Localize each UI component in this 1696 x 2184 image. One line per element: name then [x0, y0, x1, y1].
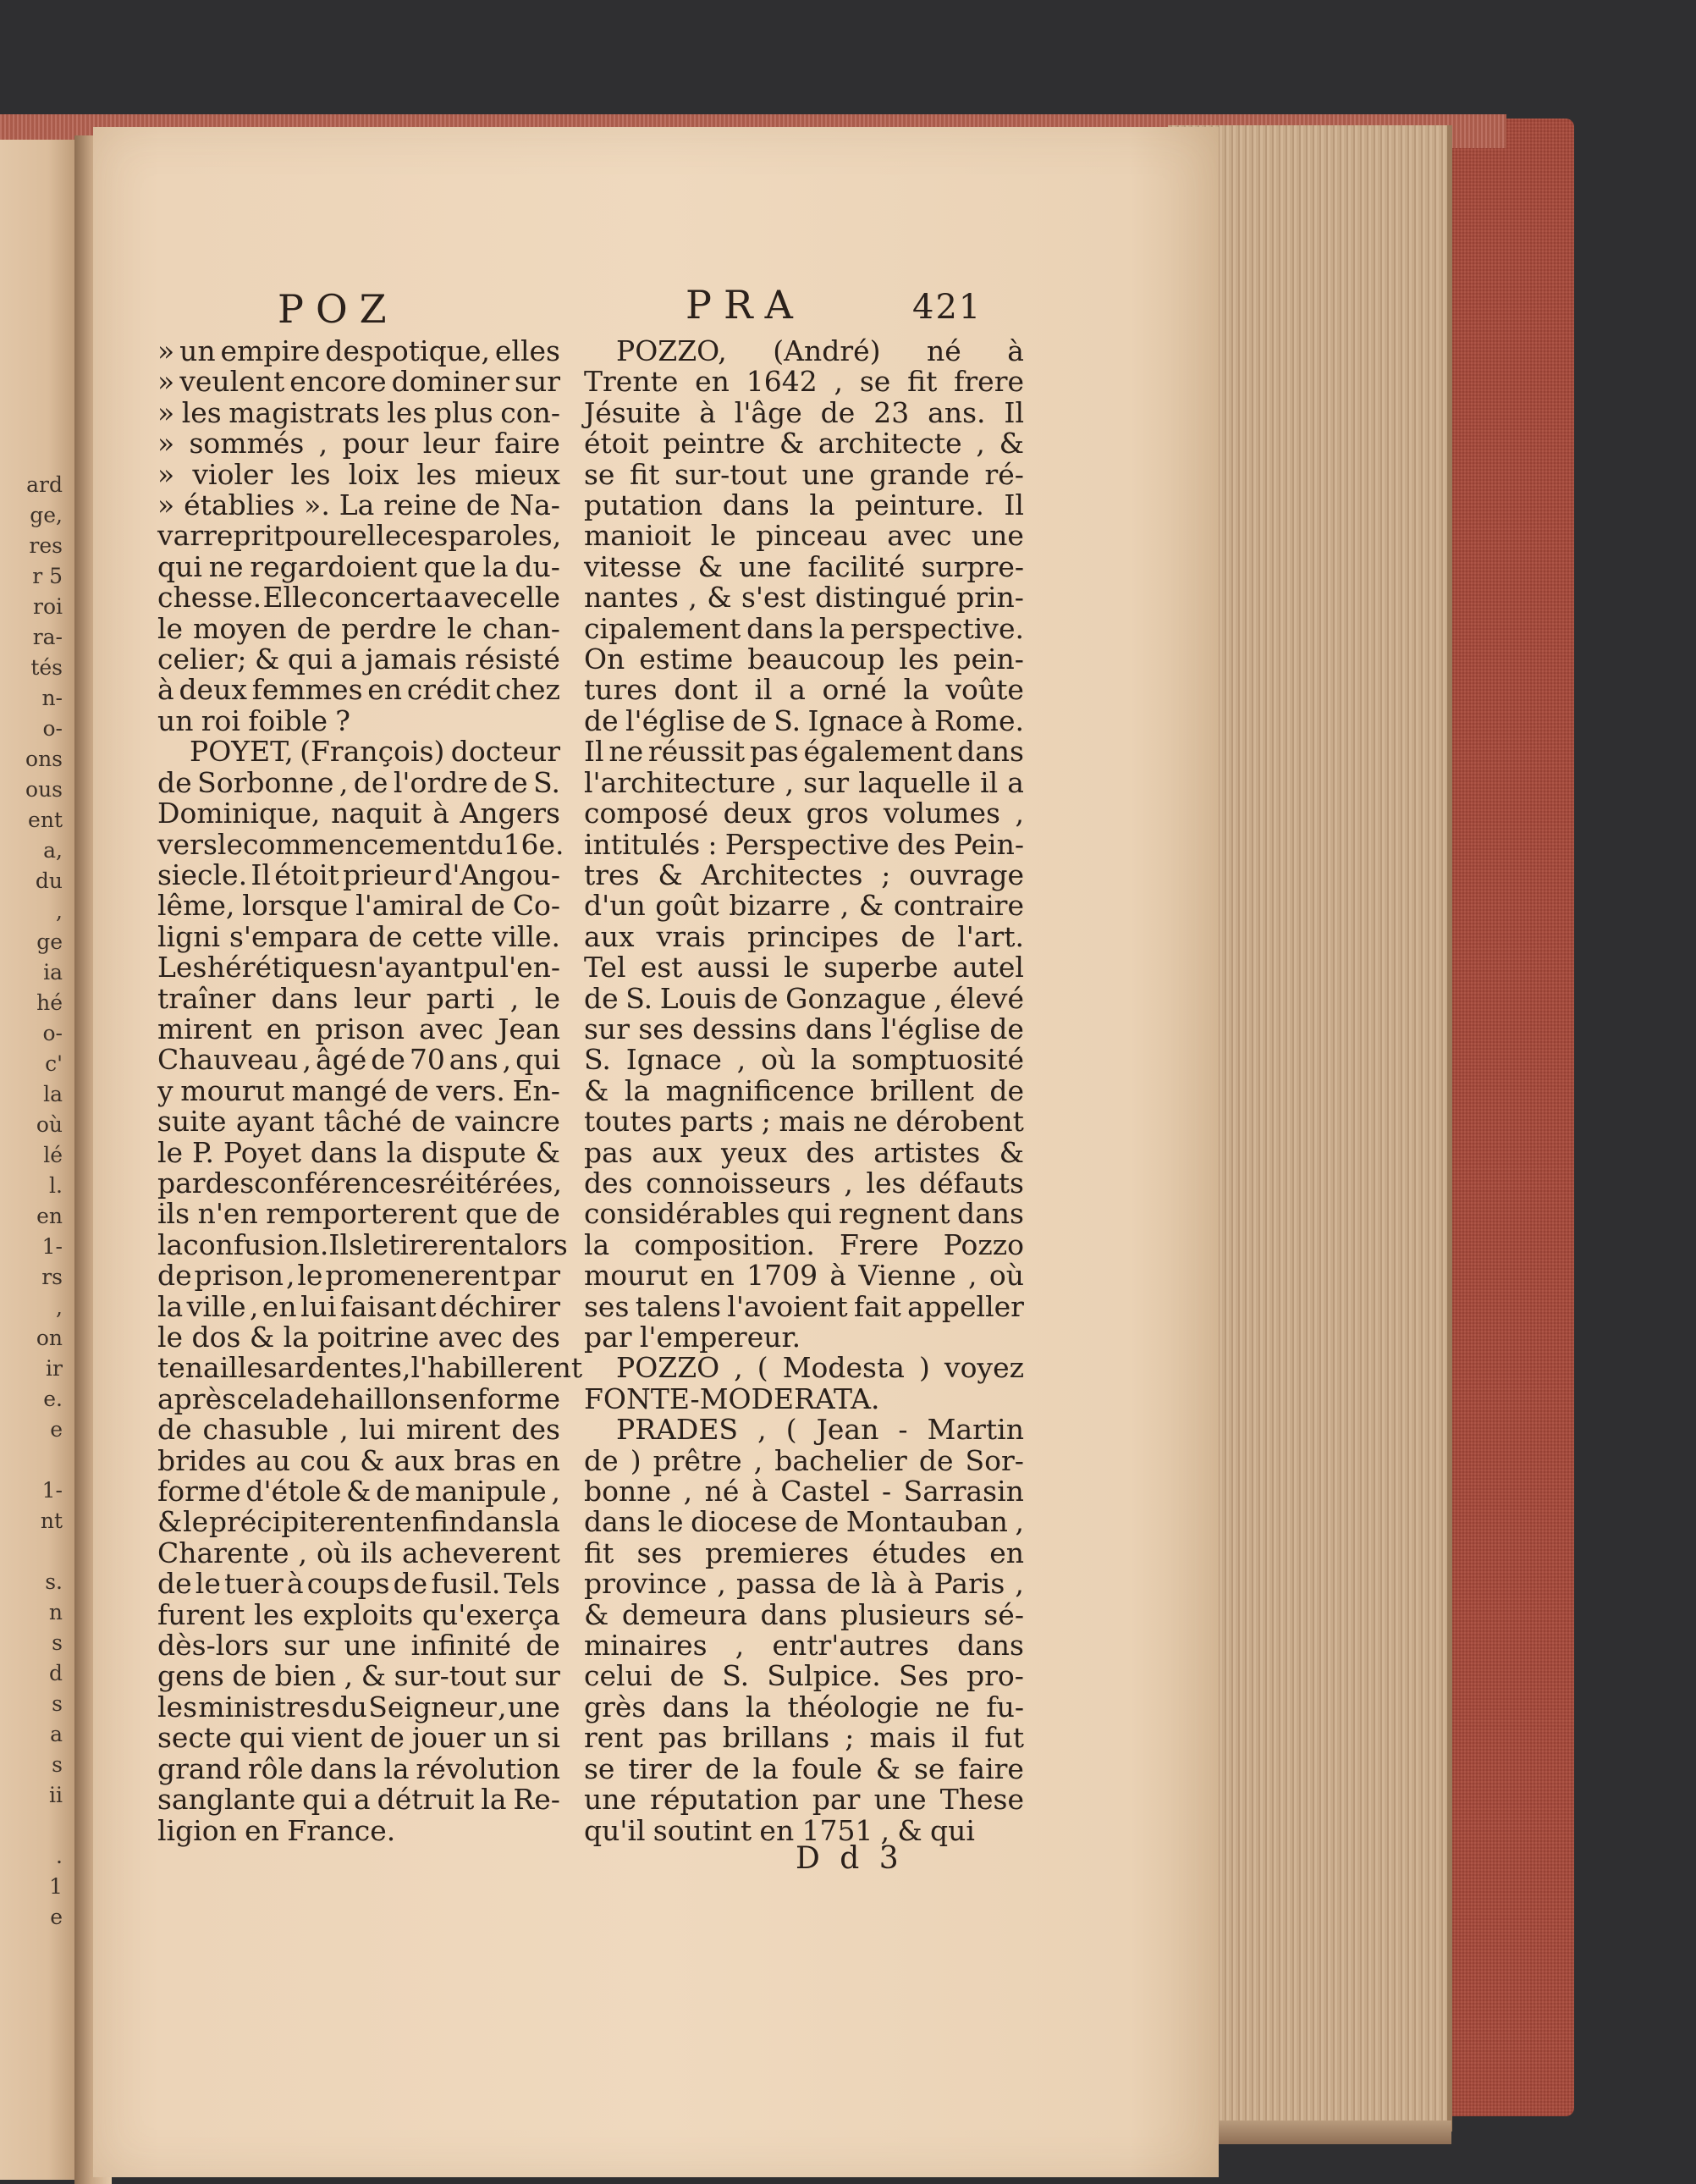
left-page-fragment: ii [49, 1783, 63, 1807]
running-head-left: POZ [278, 286, 399, 332]
text-line: se fit sur-tout une grande ré- [584, 457, 1024, 491]
left-page-fragment: 1 [49, 1874, 63, 1899]
text-line: chesse. Elle concerta avec elle [157, 581, 560, 615]
text-line: ligni s'empara de cette ville. [157, 919, 560, 953]
text-line: celui de S. Sulpice. Ses pro- [584, 1659, 1024, 1693]
text-line: après cela de haillons en forme [157, 1382, 560, 1415]
left-page-fragment: r 5 [32, 564, 63, 588]
text-line: » violer les loix les mieux [157, 457, 560, 491]
left-page-fragment: o- [42, 1021, 63, 1045]
text-line: » les magistrats les plus con- [157, 395, 560, 429]
text-line: putation dans la peinture. Il [584, 488, 1024, 522]
left-page [0, 140, 80, 2180]
left-page-fragment: ir [46, 1356, 63, 1381]
text-column-right [584, 336, 1024, 1846]
text-line: forme d'étole & de manipule , [157, 1475, 560, 1508]
text-line: à deux femmes en crédit chez [157, 673, 560, 707]
left-page-fragment: res [29, 533, 63, 558]
left-page-fragment: d [48, 1661, 63, 1685]
left-page-fragment [0, 1994, 68, 2024]
text-line: se tirer de la foule & se faire [584, 1751, 1024, 1785]
text-line: brides au cou & aux bras en [157, 1443, 560, 1477]
text-line: qu'il soutint en 1751 , & qui [584, 1813, 975, 1847]
text-line: de le tuer à coups de fusil. Tels [157, 1567, 560, 1601]
text-line: cipalement dans la perspective. [584, 611, 1024, 645]
text-line: le moyen de perdre le chan- [157, 611, 560, 645]
text-line: » un empire despotique, elles [157, 334, 560, 367]
left-page-fragment: , [56, 899, 63, 924]
text-line: les ministres du Seigneur , une [157, 1690, 560, 1723]
text-line: composé deux gros volumes , [584, 797, 1024, 830]
left-page-fragment: c' [45, 1051, 63, 1076]
text-line: considérables qui regnent dans [584, 1197, 1024, 1231]
text-line: Chauveau , âgé de 70 ans , qui [157, 1043, 560, 1077]
text-line: pas aux yeux des artistes & [584, 1135, 1024, 1169]
text-line: Tel est aussi le superbe autel [584, 951, 1024, 984]
left-page-fragment: e [50, 1905, 63, 1929]
text-line: minaires , entr'autres dans [584, 1629, 1024, 1663]
text-line: toutes parts ; mais ne dérobent [584, 1105, 1024, 1139]
text-line: tenailles ardentes , l'habillerent [157, 1351, 583, 1385]
text-line: de S. Louis de Gonzague , élevé [584, 981, 1024, 1015]
left-page-text-fragments [0, 470, 68, 2078]
left-page-fragment: ge [36, 929, 63, 954]
page-block-bottom [1219, 2121, 1451, 2144]
text-line: On estime beaucoup les pein- [584, 643, 1024, 676]
text-line: bonne , né à Castel - Sarrasin [584, 1475, 1024, 1508]
text-line: PRADES , ( Jean - Martin [616, 1413, 1024, 1447]
left-page-fragment: s [52, 1691, 63, 1716]
text-line: y mourut mangé de vers. En- [157, 1073, 560, 1107]
text-line: lême, lorsque l'amiral de Co- [157, 889, 560, 923]
left-page-fragment: on [36, 1326, 63, 1350]
left-page-fragment: nt [40, 1508, 63, 1533]
text-line: gens de bien , & sur-tout sur [157, 1659, 560, 1693]
text-line: Jésuite à l'âge de 23 ans. Il [584, 395, 1024, 429]
left-page-fragment: lé [43, 1143, 63, 1167]
text-line: d'un goût bizarre , & contraire [584, 889, 1024, 923]
text-line: & demeura dans plusieurs sé- [584, 1597, 1024, 1631]
left-page-fragment: ra- [32, 625, 63, 649]
text-line: suite ayant tâché de vaincre [157, 1105, 560, 1139]
text-line: des connoisseurs , les défauts [584, 1166, 1024, 1200]
text-line: intitulés : Perspective des Pein- [584, 827, 1024, 861]
left-page-fragment: ons [25, 747, 63, 771]
text-line: tures dont il a orné la voûte [584, 673, 1024, 707]
text-line: province , passa de là à Paris , [584, 1567, 1024, 1601]
left-page-fragment: s. [45, 1569, 63, 1594]
left-page-fragment: a, [43, 838, 63, 863]
left-page-fragment: l. [49, 1173, 63, 1198]
left-page-fragment: 1- [41, 1234, 63, 1259]
text-line: de prison , le promenerent par [157, 1259, 560, 1293]
text-line: de Sorbonne , de l'ordre de S. [157, 765, 560, 799]
text-line: ligion en France. [157, 1813, 396, 1847]
text-line: » veulent encore dominer sur [157, 365, 560, 399]
text-line: POYET, (François) docteur [190, 735, 560, 769]
text-line: par des conférences réitérées , [157, 1166, 562, 1200]
text-line: traîner dans leur parti , le [157, 981, 560, 1015]
text-line: furent les exploits qu'exerça [157, 1597, 560, 1631]
left-page-fragment: du [35, 869, 63, 893]
text-line: Trente en 1642 , se fit frere [584, 365, 1024, 399]
left-page-fragment: ard [26, 472, 63, 497]
text-line: mirent en prison avec Jean [157, 1012, 560, 1045]
left-page-fragment: n- [41, 686, 63, 710]
left-page-fragment: . [56, 1844, 63, 1868]
text-line: la composition. Frere Pozzo [584, 1227, 1024, 1261]
left-page-fragment: 1- [41, 1478, 63, 1503]
text-line: grès dans la théologie ne fu- [584, 1690, 1024, 1723]
left-page-fragment: e. [43, 1387, 63, 1411]
text-line: la ville , en lui faisant déchirer [157, 1289, 560, 1323]
left-page-fragment: ge, [30, 503, 63, 527]
left-page-fragment: la [43, 1082, 63, 1106]
left-page-fragment: , [56, 1295, 63, 1320]
text-line: un roi foible ? [157, 703, 350, 737]
left-page-fragment: o- [42, 716, 63, 741]
text-line: ses talens l'avoient fait appeller [584, 1289, 1024, 1323]
text-line: la confusion. Ils le tirerent alors [157, 1227, 568, 1261]
text-line: rent pas brillans ; mais il fut [584, 1721, 1024, 1755]
text-line: celier; & qui a jamais résisté [157, 643, 560, 676]
text-line: S. Ignace , où la somptuosité [584, 1043, 1024, 1077]
left-page-fragment: où [36, 1112, 63, 1137]
left-page-fragment [0, 1933, 68, 1963]
text-line: varre prit pour elle ces paroles, [157, 519, 562, 553]
text-line: de ) prêtre , bachelier de Sor- [584, 1443, 1024, 1477]
text-line: FONTE-MODERATA. [584, 1382, 880, 1415]
text-line: nantes , & s'est distingué prin- [584, 581, 1024, 615]
text-line: de l'église de S. Ignace à Rome. [584, 703, 1024, 737]
text-line: mourut en 1709 à Vienne , où [584, 1259, 1024, 1293]
text-line: siecle. Il étoit prieur d'Angou- [157, 858, 560, 891]
left-page-fragment: a [50, 1722, 63, 1746]
left-page-fragment: e [50, 1417, 63, 1442]
text-line: aux vrais principes de l'art. [584, 919, 1024, 953]
text-line: étoit peintre & architecte , & [584, 427, 1024, 461]
running-head-right: PRA [686, 282, 805, 328]
left-page-fragment: ous [25, 777, 63, 802]
left-page-fragment: s [52, 1752, 63, 1777]
text-line: & la magnificence brillent de [584, 1073, 1024, 1107]
text-line: le P. Poyet dans la dispute & [157, 1135, 560, 1169]
text-line: fit ses premieres études en [584, 1536, 1024, 1569]
text-line: grand rôle dans la révolution [157, 1751, 560, 1785]
text-column-left [157, 334, 583, 1847]
text-line: dès-lors sur une infinité de [157, 1629, 560, 1663]
text-line: le dos & la poitrine avec des [157, 1321, 560, 1354]
text-line: Les hérétiques n'ayant pu l'en- [157, 951, 560, 984]
text-line: par l'empereur. [584, 1321, 801, 1354]
signature-mark: D d 3 [796, 1841, 904, 1876]
text-line: une réputation par une These [584, 1783, 1024, 1817]
left-page-fragment [0, 1536, 68, 1567]
text-line: » établies ». La reine de Na- [157, 488, 560, 522]
text-line: tres & Architectes ; ouvrage [584, 858, 1024, 891]
text-line: vitesse & une facilité surpre- [584, 549, 1024, 583]
left-page-fragment [0, 1445, 68, 1475]
left-page-fragment: en [36, 1204, 63, 1228]
text-line: qui ne regardoient que la du- [157, 549, 560, 583]
text-line: sur ses dessins dans l'église de [584, 1012, 1024, 1045]
page-number: 421 [912, 288, 983, 327]
left-page-fragment: s [52, 1630, 63, 1655]
left-page-fragment: ent [28, 808, 63, 832]
text-line: POZZO, (André) né à [616, 334, 1024, 367]
left-page-fragment: tés [30, 655, 63, 680]
text-line: & le précipiterent enfin dans la [157, 1505, 560, 1539]
text-line: Charente , où ils acheverent [157, 1536, 560, 1569]
text-line: manioit le pinceau avec une [584, 519, 1024, 553]
text-line: Il ne réussit pas également dans [584, 735, 1024, 769]
left-page-fragment [0, 1811, 68, 1841]
left-page-fragment [0, 1963, 68, 1994]
text-line: » sommés , pour leur faire [157, 427, 560, 461]
text-line: sanglante qui a détruit la Re- [157, 1783, 560, 1817]
text-line: POZZO , ( Modesta ) voyez [616, 1351, 1024, 1385]
text-line: de chasuble , lui mirent des [157, 1413, 560, 1447]
text-line: vers le commencement du 16e. [157, 827, 564, 861]
left-page-fragment: ia [43, 960, 63, 984]
text-line: secte qui vient de jouer un si [157, 1721, 560, 1755]
text-line: dans le diocese de Montauban , [584, 1505, 1024, 1539]
text-line: ils n'en remporterent que de [157, 1197, 560, 1231]
text-line: Dominique, naquit à Angers [157, 797, 560, 830]
text-line: l'architecture , sur laquelle il a [584, 765, 1024, 799]
left-page-fragment: n [48, 1600, 63, 1624]
left-page-fragment: roi [33, 594, 63, 619]
left-page-fragment: hé [36, 990, 63, 1015]
left-page-fragment: rs [41, 1265, 63, 1289]
